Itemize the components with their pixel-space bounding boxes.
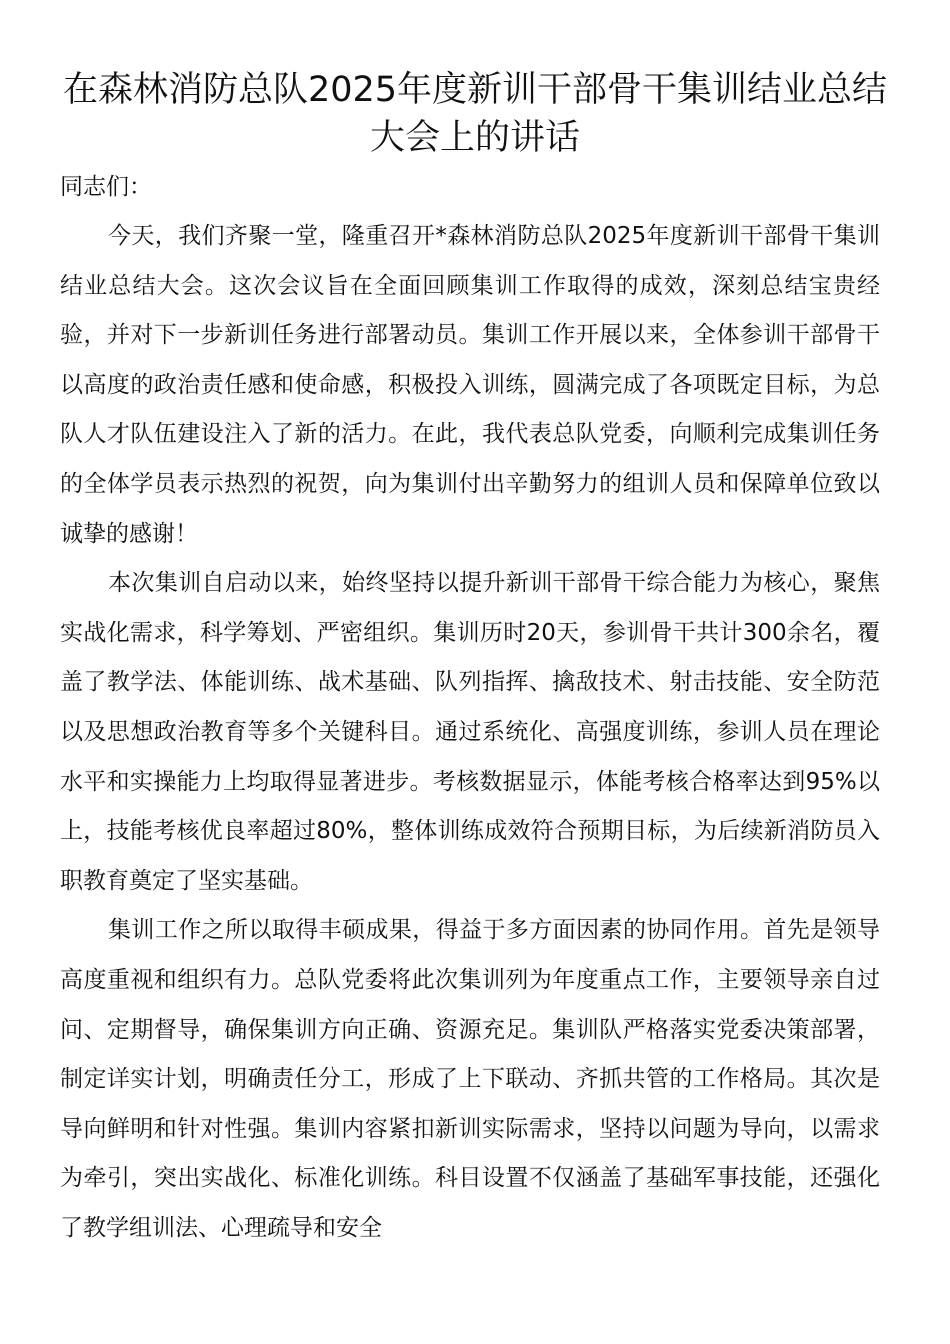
document-body — [60, 212, 880, 1253]
paragraph-opening: 今天，我们齐聚一堂，隆重召开*森林消防总队2025年度新训干部骨干集训结业总结大会。这次会议旨在全面回顾集训工作取得的成效，深刻总结宝贵经验，并对下一步新训任务进行部署动员。集训工作开展以来，全体参训干部骨干以高度的政治责任感和使命感，积极投入训练，圆满完成了各项既定目标，为总队人才队伍建设注入了新的活力。在此，我代表总队党委，向顺利完成集训任务的全体学员表示热烈的祝贺，向为集训付出辛勤努力的组训人员和保障单位致以诚挚的感谢！ — [60, 223, 880, 547]
salutation: 同志们： — [60, 174, 152, 200]
paragraph-success-factors: 集训工作之所以取得丰硕成果，得益于多方面因素的协同作用。首先是领导高度重视和组织有力。总队党委将此次集训列为年度重点工作，主要领导亲自过问、定期督导，确保集训方向正确、资源充足。集训队严格落实党委决策部署，制定详实计划，明确责任分工，形成了上下联动、齐抓共管的工作格局。其次是导向鲜明和针对性强。集训内容紧扣新训实际需求，坚持以问题为导向，以需求为牵引，突出实战化、标准化训练。科目设置不仅涵盖了基础军事技能，还强化了教学组训法、心理疏导和安全 — [60, 917, 880, 1241]
paragraph-training-overview: 本次集训自启动以来，始终坚持以提升新训干部骨干综合能力为核心，聚焦实战化需求，科学筹划、严密组织。集训历时20天，参训骨干共计300余名，覆盖了教学法、体能训练、战术基础、队列指挥、擒敌技术、射击技能、安全防范以及思想政治教育等多个关键科目。通过系统化、高强度训练，参训人员在理论水平和实操能力上均取得显著进步。考核数据显示，体能考核合格率达到95%以上，技能考核优良率超过80%，整体训练成效符合预期目标，为后续新消防员入职教育奠定了坚实基础。 — [60, 570, 880, 894]
document-title: 在森林消防总队2025年度新训干部骨干集训结业总结大会上的讲话 — [62, 70, 888, 158]
